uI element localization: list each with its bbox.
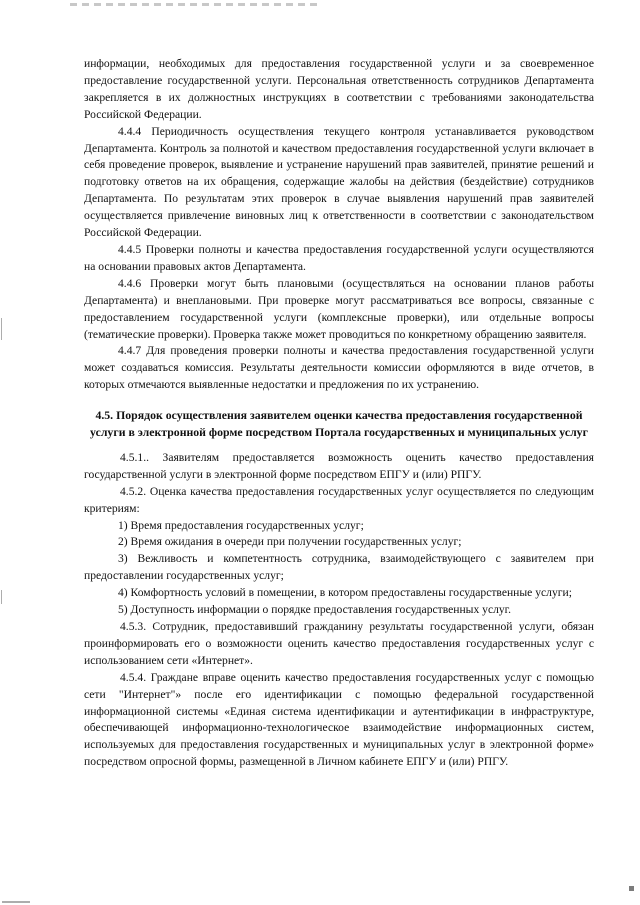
paragraph-4-5-1: 4.5.1.. Заявителям предоставляется возможность оценить качество предоставления государственной услуги в электронной форме посредством ЕПГУ и (или) РПГУ. <box>84 450 594 481</box>
scan-artifact-right <box>629 886 634 891</box>
section-heading-4-5: 4.5. Порядок осуществления заявителем оценки качества предоставления государственной услуги в электронной форме посредством Портала государственных и муниципальных услуг <box>90 408 588 439</box>
scan-artifact-top <box>70 3 320 6</box>
paragraph-4-4-4: 4.4.4 Периодичность осуществления текущего контроля устанавливается руководством Департамента. Контроль за полнотой и качеством предоставления государственной услуги включает в себя проведение проверок, выявление и устранение нарушений прав заявителей, принятие решений и подготовку ответов на их обращения, содержащие жалобы на действия (бездействие) сотрудников Департамента. По результатам этих проверок в случае выявления нарушений прав заявителей осуществляется привлечение виновных лиц к ответственности в соответствии с законодательством Российской Федерации. <box>84 124 594 240</box>
paragraph-4-4-7: 4.4.7 Для проведения проверки полноты и качества предоставления государственной услуги может создаваться комиссия. Результаты деятельности комиссии оформляются в виде отчетов, в которых отмечаются выявленные недостатки и предложения по их устранению. <box>84 344 594 392</box>
paragraph-4-4-6: 4.4.6 Проверки могут быть плановыми (осуществляться на основании планов работы Департамента) и внеплановыми. При проверке могут рассматриваться все вопросы, связанные с предоставлением государственной услуги (комплексные проверки), или отдельные вопросы (тематические проверки). Проверка также может проводиться по конкретному обращению заявителя. <box>84 276 594 341</box>
paragraph-4-5-4: 4.5.4. Граждане вправе оценить качество предоставления государственных услуг с помощью сети "Интернет"» после его идентификации с помощью федеральной государственной информационной системы «Единая система идентификации и аутентификации в инфраструктуре, обеспечивающей информационно-технологическое взаимодействие информационных систем, используемых для предоставления государственных и муниципальных услуг в электронной форме» посредством опросной формы, размещенной в Личном кабинете ЕПГУ и (или) РПГУ. <box>84 670 594 769</box>
paragraph-4-5-3: 4.5.3. Сотрудник, предоставивший гражданину результаты государственной услуги, обязан проинформировать его о возможности оценить качество предоставления государственных услуг с использованием сети «Интернет». <box>84 620 594 667</box>
criterion-item-1: 1) Время предоставления государственных услуг; <box>118 518 364 532</box>
criterion-item-2: 2) Время ожидания в очереди при получении государственных услуг; <box>118 535 462 549</box>
paragraph-continuation: информации, необходимых для предоставления государственной услуги и за своевременное предоставление государственной услуги. Персональная ответственность сотрудников Департамента закрепляется в их должностных инструкциях в соответствии с требованиями законодательства Российской Федерации. <box>84 57 594 121</box>
scan-artifact-left-2 <box>1 590 2 604</box>
criterion-item-4: 4) Комфортность условий в помещении, в котором предоставлены государственные услуги; <box>118 586 572 600</box>
scan-artifact-bottom <box>2 901 30 903</box>
document-page <box>84 56 594 771</box>
paragraph-4-5-2: 4.5.2. Оценка качества предоставления государственных услуг осуществляется по следующим критериям: <box>84 484 594 515</box>
paragraph-4-4-5: 4.4.5 Проверки полноты и качества предоставления государственной услуги осуществляются на основании правовых актов Департамента. <box>84 242 594 273</box>
criterion-item-3: 3) Вежливость и компетентность сотрудника, взаимодействующего с заявителем при предоставлении государственных услуг; <box>84 552 594 583</box>
scan-artifact-left <box>1 318 2 340</box>
criterion-item-5: 5) Доступность информации о порядке предоставления государственных услуг. <box>118 603 512 617</box>
